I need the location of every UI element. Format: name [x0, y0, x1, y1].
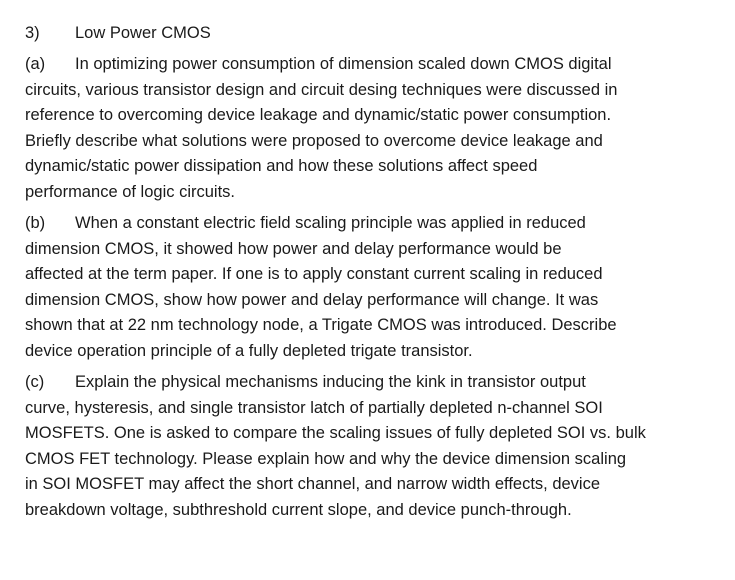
- part-a-line-2: circuits, various transistor design and circuit desing techniques were discussed in: [25, 80, 618, 99]
- part-c-line-2: curve, hysteresis, and single transistor latch of partially depleted n-channel SOI: [25, 398, 603, 417]
- part-c-line-4: CMOS FET technology. Please explain how and why the device dimension scaling: [25, 449, 627, 468]
- part-a-text-1: In optimizing power consumption of dimension scaled down CMOS digital: [75, 55, 612, 73]
- part-b-line-3: affected at the term paper. If one is to apply constant current scaling in reduced: [25, 265, 603, 283]
- part-a-label: (a): [25, 55, 46, 73]
- part-a-line-1: [25, 52, 725, 78]
- part-c-line-6: breakdown voltage, subthreshold current slope, and device punch-through.: [25, 500, 572, 519]
- part-b-text-1: When a constant electric field scaling principle was applied in reduced: [75, 214, 586, 232]
- section-number: 3): [25, 24, 40, 42]
- part-a-line-5: dynamic/static power dissipation and how these solutions affect speed: [25, 157, 538, 175]
- part-b-label: (b): [25, 214, 46, 232]
- section-title: Low Power CMOS: [75, 24, 211, 42]
- part-c-line-1: [25, 370, 725, 396]
- part-b-line-4: dimension CMOS, show how power and delay performance will change. It was: [25, 290, 599, 309]
- part-c-text-1: Explain the physical mechanisms inducing the kink in transistor output: [75, 373, 586, 391]
- part-b-line-5: shown that at 22 nm technology node, a Trigate CMOS was introduced. Describe: [25, 316, 617, 334]
- part-c-line-5: in SOI MOSFET may affect the short channel, and narrow width effects, device: [25, 475, 601, 493]
- part-c-paragraph: [25, 370, 725, 523]
- part-b-line-1: [25, 211, 725, 237]
- document-page: [25, 20, 725, 529]
- section-heading: [25, 20, 725, 46]
- part-a-paragraph: [25, 52, 725, 205]
- part-b-line-6: device operation principle of a fully depleted trigate transistor.: [25, 341, 473, 360]
- part-a-line-3: reference to overcoming device leakage and dynamic/static power consumption.: [25, 106, 612, 124]
- part-a-line-4: Briefly describe what solutions were proposed to overcome device leakage and: [25, 131, 603, 150]
- part-c-line-3: MOSFETS. One is asked to compare the scaling issues of fully depleted SOI vs. bulk: [25, 424, 646, 442]
- part-b-paragraph: [25, 211, 725, 364]
- part-a-line-6: performance of logic circuits.: [25, 182, 235, 201]
- part-b-line-2: dimension CMOS, it showed how power and delay performance would be: [25, 239, 562, 258]
- part-c-label: (c): [25, 373, 45, 391]
